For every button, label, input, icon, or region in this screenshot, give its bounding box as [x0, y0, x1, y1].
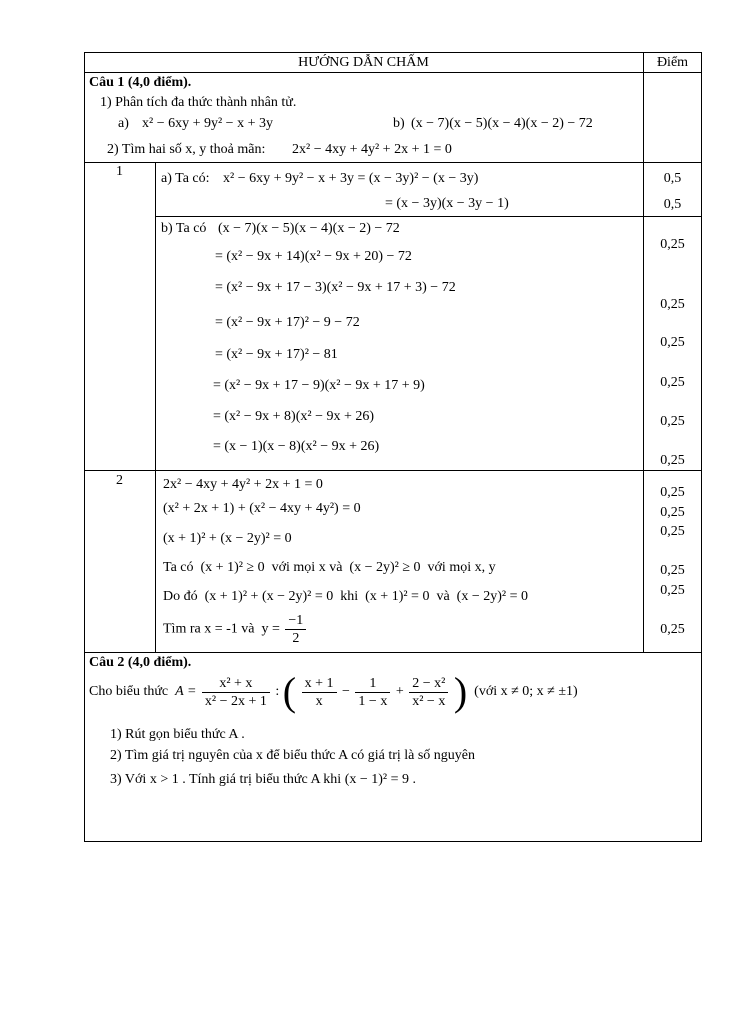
- q2-intro: Cho biểu thức: [89, 684, 169, 699]
- q2-fraction-1-den: x² − 2x + 1: [204, 693, 267, 709]
- row2-score-4: 0,25: [660, 563, 685, 578]
- q2-fraction-2-num: x + 1: [302, 675, 337, 693]
- q2-fraction-3: [355, 675, 390, 710]
- row2-line2: (x² + 2x + 1) + (x² − 4xy + 4y²) = 0: [163, 501, 361, 516]
- row2-line4: [163, 559, 496, 577]
- row1-b-label: b) Ta có: [161, 221, 207, 236]
- row2-score-5: 0,25: [660, 583, 685, 598]
- q1-heading: Câu 1 (4,0 điểm).: [89, 75, 192, 90]
- q2-fraction-1-num: x² + x: [202, 675, 270, 693]
- q2-expression: [89, 669, 578, 714]
- q2-fraction-3-den: 1 − x: [358, 693, 388, 709]
- row2-line5-expr2: (x + 1)² = 0: [365, 589, 430, 604]
- q2-fraction-3-num: 1: [355, 675, 390, 693]
- row2-line5-expr1: (x + 1)² + (x − 2y)² = 0: [204, 589, 334, 604]
- q2-fraction-4-num: 2 − x²: [409, 675, 448, 693]
- header-divider: [84, 72, 702, 73]
- row1-a-score-2: 0,5: [663, 197, 682, 212]
- q1-part1a-label: a): [118, 116, 129, 131]
- row2-score-6: 0,25: [660, 622, 685, 637]
- row1-a-label: a) Ta có:: [161, 171, 210, 186]
- q2-fraction-2: [302, 675, 337, 710]
- row2-line5-lead: Do đó: [163, 589, 198, 604]
- row1-number: 1: [116, 164, 123, 179]
- row1-b-score-2: 0,25: [660, 297, 685, 312]
- row2-score-3: 0,25: [660, 524, 685, 539]
- q2-left-paren: (: [282, 669, 297, 714]
- q2-right-paren: ): [453, 669, 468, 714]
- row1-b-step-2: = (x² − 9x + 17 − 3)(x² − 9x + 17 + 3) − 72: [215, 280, 456, 295]
- row2-line6-text: Tìm ra x = -1 và: [163, 621, 255, 637]
- row1-b-step-6: = (x² − 9x + 8)(x² − 9x + 26): [213, 409, 375, 424]
- row2-line5: [163, 588, 528, 606]
- q2-item-3: 3) Với x > 1 . Tính giá trị biểu thức A khi (x − 1)² = 9 .: [110, 772, 417, 787]
- row1-a-line1: x² − 6xy + 9y² − x + 3y = (x − 3y)² − (x − 3y): [223, 171, 479, 186]
- row2-line4-expr1: (x + 1)² ≥ 0: [200, 560, 265, 575]
- row1-b-step-4: = (x² − 9x + 17)² − 81: [215, 347, 338, 362]
- q2-minus: −: [342, 684, 350, 699]
- row2-fraction-den: 2: [292, 631, 300, 646]
- row2-line4-tail: với mọi x, y: [427, 560, 496, 575]
- row2-divider: [84, 470, 702, 471]
- q2-condition: (với x ≠ 0; x ≠ ±1): [474, 684, 578, 699]
- q1-part2-expr: 2x² − 4xy + 4y² + 2x + 1 = 0: [292, 142, 452, 157]
- row2-line4-lead: Ta có: [163, 560, 194, 575]
- q2-plus: +: [395, 684, 404, 699]
- q2-colon: :: [275, 684, 280, 699]
- row2-score-2: 0,25: [660, 505, 685, 520]
- q2-fraction-1: [202, 675, 270, 710]
- row1-b-score-3: 0,25: [660, 335, 685, 350]
- row1-b-first: (x − 7)(x − 5)(x − 4)(x − 2) − 72: [218, 221, 400, 236]
- row1-b-score-5: 0,25: [660, 414, 685, 429]
- q2-divider: [84, 652, 702, 653]
- row2-fraction: [285, 612, 306, 647]
- row1-b-step-3: = (x² − 9x + 17)² − 9 − 72: [215, 315, 360, 330]
- row1-b-score-6: 0,25: [660, 453, 685, 468]
- row2-line6-y: y =: [261, 621, 280, 637]
- q1-part2: 2) Tìm hai số x, y thoả mãn:: [107, 142, 266, 157]
- number-column-divider: [155, 162, 156, 652]
- row1-a-score-1: 0,5: [663, 171, 682, 186]
- row2-fraction-num: −1: [285, 612, 306, 630]
- q1-part1a-expr: x² − 6xy + 9y² − x + 3y: [142, 116, 273, 131]
- row2-line1: 2x² − 4xy + 4y² + 2x + 1 = 0: [163, 477, 323, 492]
- row1-b-step-7: = (x − 1)(x − 8)(x² − 9x + 26): [213, 439, 380, 454]
- row1-b-step-5: = (x² − 9x + 17 − 9)(x² − 9x + 17 + 9): [213, 378, 425, 393]
- row1-part-divider: [155, 216, 702, 217]
- row2-line4-expr2: (x − 2y)² ≥ 0: [349, 560, 421, 575]
- q2-heading: Câu 2 (4,0 điểm).: [89, 655, 192, 670]
- q2-A-eq: A =: [175, 684, 197, 699]
- row2-line5-and: và: [436, 589, 450, 604]
- q2-item-1: 1) Rút gọn biểu thức A .: [110, 727, 245, 742]
- row2-line4-mid: với mọi x và: [271, 560, 343, 575]
- q2-fraction-4: [409, 675, 448, 710]
- row2-number: 2: [116, 473, 123, 488]
- row1-a-line2: = (x − 3y)(x − 3y − 1): [385, 196, 509, 211]
- q2-fraction-4-den: x² − x: [412, 693, 446, 709]
- score-column-header: Điểm: [656, 55, 689, 70]
- q1-part1: 1) Phân tích đa thức thành nhân tử.: [100, 95, 297, 110]
- row2-score-1: 0,25: [660, 485, 685, 500]
- row2-line3: (x + 1)² + (x − 2y)² = 0: [163, 531, 292, 546]
- q1-part1b-expr: (x − 7)(x − 5)(x − 4)(x − 2) − 72: [411, 116, 593, 131]
- row1-b-score-1: 0,25: [660, 237, 685, 252]
- row1-divider: [84, 162, 702, 163]
- row2-line6: [163, 612, 308, 647]
- row1-b-step-1: = (x² − 9x + 14)(x² − 9x + 20) − 72: [215, 249, 412, 264]
- row2-line5-expr3: (x − 2y)² = 0: [456, 589, 528, 604]
- q2-fraction-2-den: x: [315, 693, 323, 709]
- q2-item-2: 2) Tìm giá trị nguyên của x để biểu thức A có giá trị là số nguyên: [110, 748, 476, 763]
- row1-b-score-4: 0,25: [660, 375, 685, 390]
- q1-part1b-label: b): [393, 116, 405, 131]
- table-title: HƯỚNG DẪN CHẤM: [298, 55, 429, 70]
- row2-line5-mid: khi: [340, 589, 359, 604]
